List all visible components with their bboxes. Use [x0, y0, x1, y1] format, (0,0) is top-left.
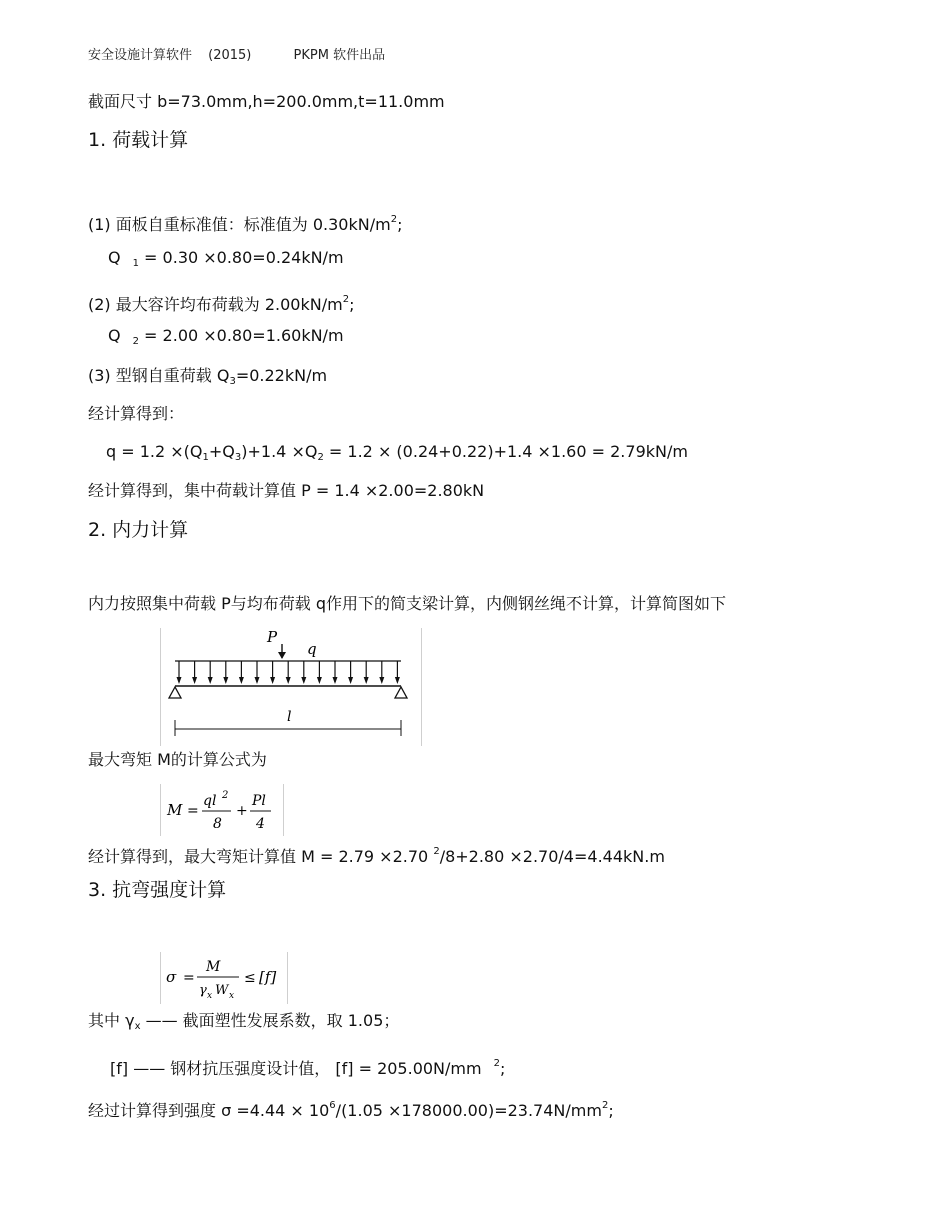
- gamma-x-def: [88, 1011, 399, 1037]
- header-software: 安全设施计算软件: [88, 48, 193, 63]
- load-arrowhead: [208, 677, 213, 684]
- stress-result-b: /(1.05 ×178000.00)=23.74N/mm: [335, 1101, 602, 1120]
- f-def-end: ;: [499, 1059, 506, 1078]
- q2-sub: 2: [132, 336, 139, 347]
- q1-sub: 1: [132, 258, 139, 269]
- formula-f: [f]: [259, 968, 277, 986]
- formula-eq-2: =: [183, 970, 195, 986]
- load-item-2-sup: 2: [342, 294, 350, 305]
- stress-result-sup2: 2: [601, 1100, 609, 1111]
- q-part-c: )+1.4 ×Q: [241, 442, 318, 461]
- gamma-x-b: —— 截面塑性发展系数，取 1.05；: [140, 1011, 400, 1030]
- f-def-sup: 2: [493, 1058, 500, 1069]
- formula-ql: ql: [203, 793, 217, 809]
- label-q: q: [307, 640, 317, 658]
- q1-line: [108, 248, 344, 274]
- stress-formula-svg: [161, 952, 287, 1004]
- load-arrowhead: [255, 677, 260, 684]
- q-part-b: +Q: [208, 442, 235, 461]
- formula-square: 2: [222, 790, 229, 801]
- load-item-3: [88, 366, 327, 392]
- load-item-2: [88, 290, 354, 315]
- load-arrowhead: [317, 677, 322, 684]
- load-item-3-value: =0.22kN/m: [235, 366, 328, 385]
- gamma-x-a: 其中 γ: [88, 1011, 135, 1030]
- formula-M: M: [167, 801, 183, 819]
- section-1-title: 1. 荷载计算: [88, 129, 189, 151]
- label-l: l: [287, 709, 292, 725]
- load-item-2-text: (2) 最大容许均布荷载为 2.00kN/m: [88, 295, 343, 314]
- q-sub-3: 3: [234, 452, 242, 463]
- formula-sigma: σ: [166, 968, 177, 986]
- formula-le: ≤: [244, 970, 256, 986]
- gamma-x-sub: x: [134, 1021, 141, 1032]
- q-total-line: [106, 442, 688, 468]
- q-sub-2: 2: [317, 452, 324, 463]
- load-item-1: [88, 210, 402, 235]
- load-item-2-end: ;: [349, 295, 355, 314]
- moment-result: [88, 842, 665, 867]
- q-part-d: = 1.2 × (0.24+0.22)+1.4 ×1.60 = 2.79kN/m: [323, 442, 688, 461]
- load-item-1-sup: 2: [390, 214, 398, 225]
- load-arrowhead: [348, 677, 353, 684]
- load-arrowhead: [333, 677, 338, 684]
- formula-W: W: [215, 983, 229, 998]
- beam-diagram: [160, 628, 422, 746]
- right-support-icon: [395, 687, 407, 698]
- formula-eq: =: [187, 803, 199, 819]
- load-arrowhead: [177, 677, 182, 684]
- header-publisher: PKPM 软件出品: [293, 48, 386, 63]
- load-arrowhead: [192, 677, 197, 684]
- load-item-1-text: (1) 面板自重标准值：标准值为 0.30kN/m: [88, 215, 391, 234]
- beam-diagram-svg: [161, 628, 421, 746]
- moment-result-a: 经计算得到，最大弯矩计算值 M = 2.79 ×2.70: [88, 847, 434, 866]
- stress-result: [88, 1096, 614, 1121]
- q1-symbol: Q: [108, 248, 121, 267]
- section-2-title: 2. 内力计算: [88, 519, 189, 541]
- calc-label: 经计算得到：: [88, 404, 185, 423]
- q3-sub: 3: [229, 376, 236, 387]
- q-sub-1: 1: [202, 452, 209, 463]
- load-arrowhead: [239, 677, 244, 684]
- load-arrowhead: [286, 677, 291, 684]
- section-3-title: 3. 抗弯强度计算: [88, 879, 227, 901]
- internal-force-desc: 内力按照集中荷载 P与均布荷载 q作用下的简支梁计算，内侧钢丝绳不计算，计算简图如下: [88, 594, 726, 613]
- formula-M-num: M: [206, 959, 221, 975]
- left-support-icon: [169, 687, 181, 698]
- formula-gamma-sub: x: [207, 991, 213, 1001]
- load-item-1-end: ;: [397, 215, 403, 234]
- formula-four: 4: [256, 816, 265, 832]
- stress-formula: [160, 952, 288, 1004]
- q1-value: = 0.30 ×0.80=0.24kN/m: [138, 248, 344, 267]
- f-def: [110, 1054, 505, 1079]
- moment-result-b: /8+2.80 ×2.70/4=4.44kN.m: [439, 847, 665, 866]
- load-arrowhead: [270, 677, 275, 684]
- stress-result-a: 经过计算得到强度 σ =4.44 × 10: [88, 1101, 330, 1120]
- formula-Pl: Pl: [252, 793, 266, 809]
- p-line: 经计算得到，集中荷载计算值 P = 1.4 ×2.00=2.80kN: [88, 481, 485, 500]
- f-def-text: [f] —— 钢材抗压强度设计值， [f] = 205.00N/mm: [110, 1059, 482, 1078]
- label-P: P: [267, 628, 278, 646]
- load-arrowhead: [301, 677, 306, 684]
- load-arrowhead: [364, 677, 369, 684]
- q-part-a: q = 1.2 ×(Q: [106, 442, 203, 461]
- formula-gamma: γ: [199, 983, 207, 998]
- distributed-load-arrows: [177, 661, 400, 684]
- header-year: (2015): [208, 48, 252, 63]
- moment-formula-svg: [161, 784, 283, 836]
- formula-eight: 8: [213, 816, 222, 832]
- load-P-arrowhead: [278, 652, 286, 659]
- load-arrowhead: [379, 677, 384, 684]
- q2-line: [108, 326, 344, 352]
- moment-formula: [160, 784, 284, 836]
- formula-W-sub: x: [229, 991, 235, 1001]
- load-arrowhead: [223, 677, 228, 684]
- stress-result-sup: 6: [329, 1100, 336, 1111]
- load-arrowhead: [395, 677, 400, 684]
- page-header: [88, 46, 385, 66]
- q2-value: = 2.00 ×0.80=1.60kN/m: [138, 326, 344, 345]
- load-item-3-text: (3) 型钢自重荷载 Q: [88, 366, 230, 385]
- q2-symbol: Q: [108, 326, 121, 345]
- section-size: 截面尺寸 b=73.0mm,h=200.0mm,t=11.0mm: [88, 92, 445, 111]
- moment-result-sup: 2: [433, 846, 440, 857]
- stress-result-end: ;: [608, 1101, 614, 1120]
- moment-formula-label: 最大弯矩 M的计算公式为: [88, 750, 267, 769]
- formula-plus: +: [236, 803, 248, 819]
